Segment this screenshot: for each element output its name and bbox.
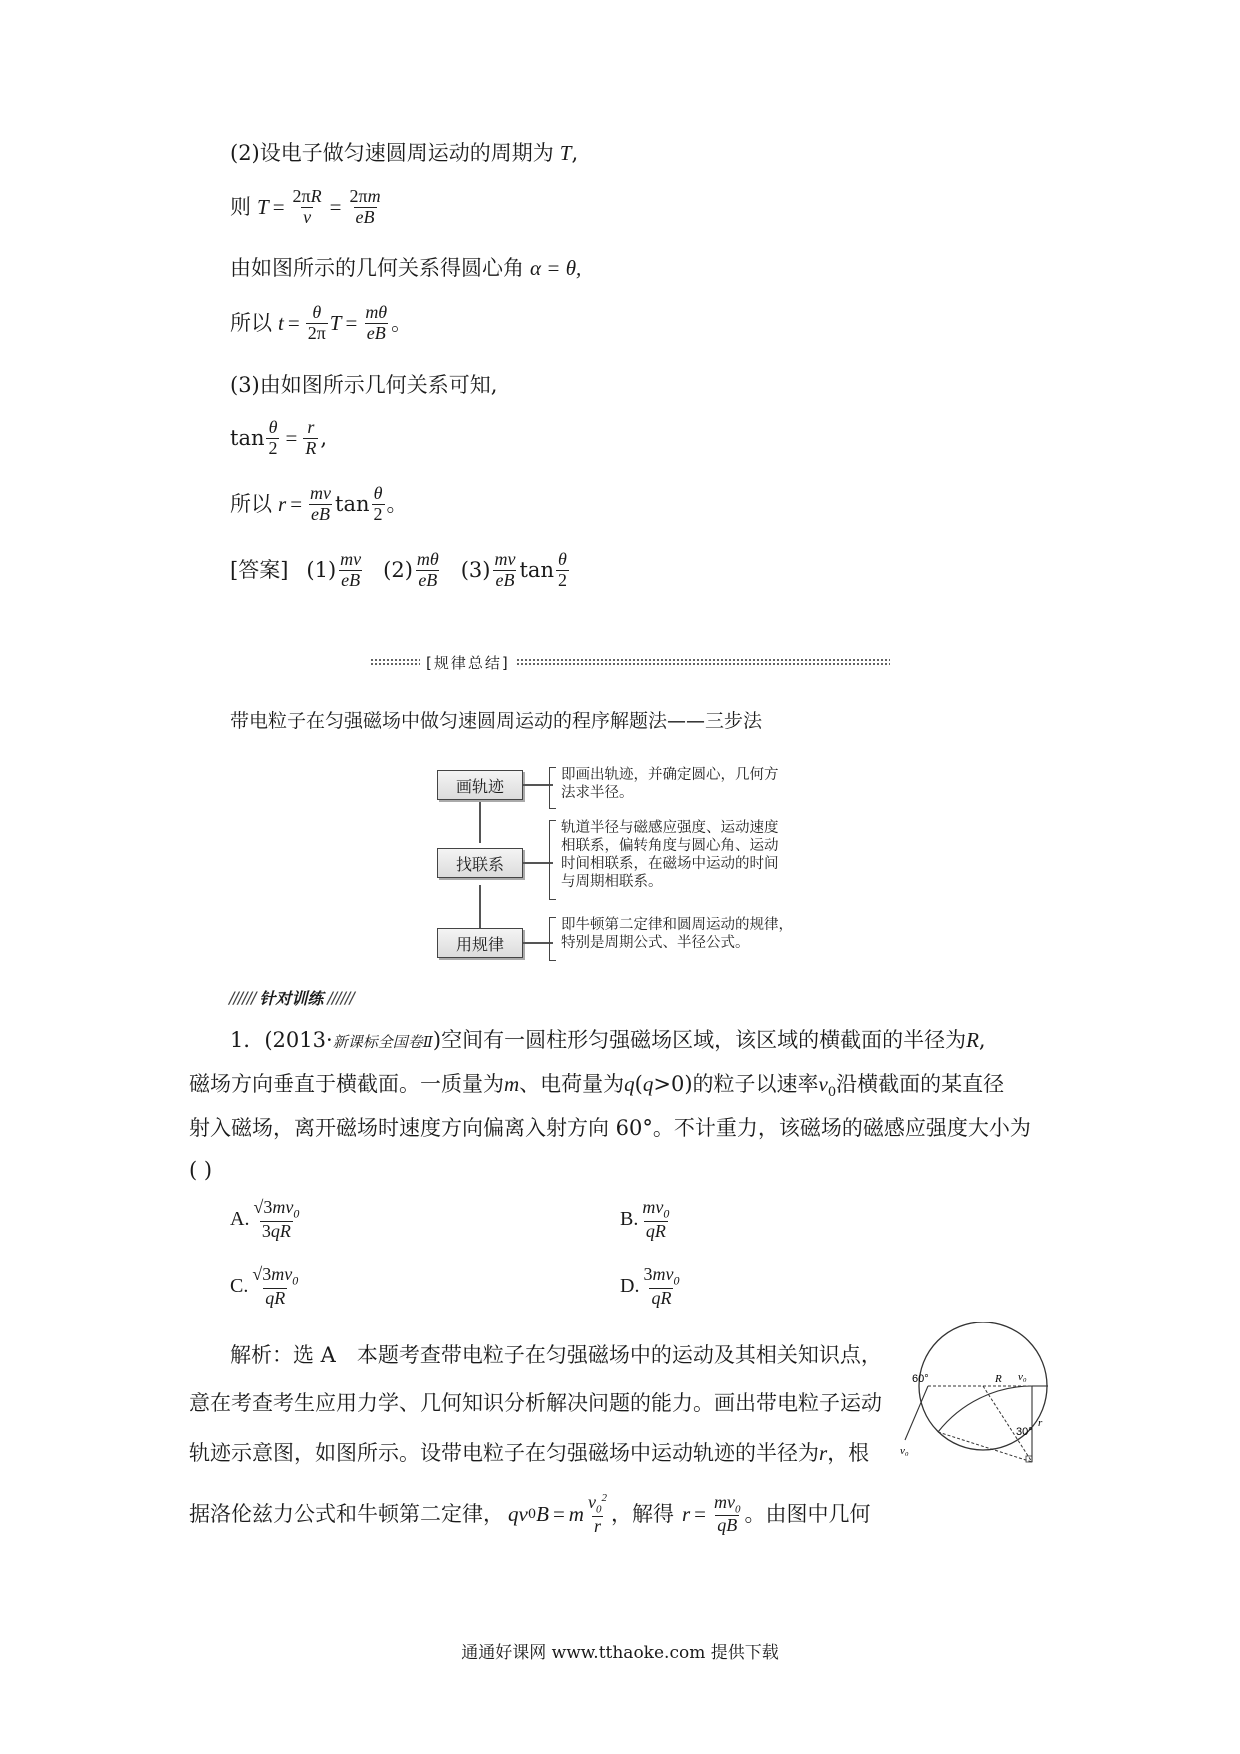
fraction: $\frac{v_0^2}{r}$ [587, 1492, 607, 1536]
fraction: $\frac{mv_0}{qB}$ [713, 1491, 741, 1536]
fraction: $\frac{√3mv_0}{qR}$ [252, 1264, 299, 1308]
question-line-1: 1．(2013·新课标全国卷Ⅱ)空间有一圆柱形匀强磁场区域，该区域的横截面的半径为R, [230, 1028, 986, 1052]
analysis-line-1: 解析：选 A 本题考查带电粒子在匀强磁场中的运动及其相关知识点， [230, 1343, 882, 1367]
step-box-1: 画轨迹 [437, 770, 523, 800]
question-bracket: ( ) [189, 1158, 213, 1182]
fraction: $\frac{mv}{eB}$ [494, 549, 516, 590]
label-v0-left: v₀ [900, 1445, 909, 1457]
option-c[interactable]: C. $\frac{√3mv_0}{qR}$ [230, 1264, 299, 1308]
page-footer: 通通好课网 www.tthaoke.com 提供下载 [461, 1643, 779, 1663]
center-line [983, 1386, 1032, 1462]
fraction: $\frac{2\pi m}{eB}$ [349, 186, 381, 227]
fraction: $\frac{\theta}{2}$ [268, 417, 278, 458]
option-b[interactable]: B. $\frac{mv_0}{qR}$ [620, 1197, 670, 1241]
step-desc-3: 即牛顿第二定律和圆周运动的规律， 特别是周期公式、半径公式。 [561, 917, 793, 951]
radius-formula: 所以 r = $\frac{mv}{eB}$ tan $\frac{\theta}{2}$ 。 [230, 483, 408, 524]
training-label: ////// 针对训练 ////// [229, 988, 354, 1008]
step-desc-2: 轨道半径与磁感应强度、运动速度 相联系，偏转角度与圆心角、运动 时间相联系，在磁场中运动的时间 与周期相联系。 [561, 820, 779, 890]
solution-line-p2: (2)设电子做匀速圆周运动的周期为 T , [230, 141, 579, 165]
label-r: r [1038, 1417, 1043, 1429]
fraction: $\frac{√3mv_0}{3qR}$ [253, 1197, 300, 1241]
fraction: $\frac{\theta}{2}$ [373, 483, 383, 524]
solution-line-p3: (3)由如图所示几何关系可知, [230, 373, 498, 397]
summary-section-bar: [规律总结] [370, 652, 890, 672]
label-v0-top: v₀ [1018, 1371, 1027, 1383]
step-box-3: 用规律 [437, 928, 523, 958]
solution-line-geo: 由如图所示的几何关系得圆心角 α = θ, [230, 256, 582, 280]
angle-30-label: 30° [1016, 1426, 1033, 1438]
fraction: $\frac{\theta}{2\pi}$ [307, 302, 326, 343]
trajectory-figure [900, 1322, 1050, 1472]
fraction: $\frac{m\theta}{eB}$ [365, 302, 388, 343]
question-line-3: 射入磁场，离开磁场时速度方向偏离入射方向 60°。不计重力，该磁场的磁感应强度大小为 [189, 1116, 1031, 1140]
option-a[interactable]: A. $\frac{√3mv_0}{3qR}$ [230, 1197, 300, 1241]
fraction: $\frac{2\pi R}{v}$ [292, 186, 322, 227]
tan-formula: tan $\frac{\theta}{2}$ = $\frac{r}{R}$ , [230, 417, 328, 458]
option-d[interactable]: D. $\frac{3mv_0}{qR}$ [620, 1264, 680, 1308]
fraction: $\frac{m\theta}{eB}$ [416, 549, 439, 590]
label-R: R [995, 1373, 1002, 1385]
fraction: $\frac{mv_0}{qR}$ [642, 1197, 670, 1241]
summary-heading: 带电粒子在匀强磁场中做匀速圆周运动的程序解题法——三步法 [230, 710, 763, 732]
fraction: $\frac{mv}{eB}$ [310, 483, 332, 524]
angle-60-label: 60° [912, 1373, 929, 1385]
question-line-2: 磁场方向垂直于横截面。一质量为m、电荷量为q(q>0)的粒子以速率$v_0$沿横截面的某直径 [189, 1072, 1005, 1101]
fraction: $\frac{mv}{eB}$ [340, 549, 362, 590]
time-formula: 所以 t = $\frac{\theta}{2\pi}$ T = $\frac{m\theta}{eB}$ 。 [230, 302, 413, 343]
analysis-line-4: 据洛伦兹力公式和牛顿第二定律， qv 0 B = m $\frac{v_0^2}{r}$ ，解得 r = $\frac{mv_0}{qB}$ 。由图中几何 [189, 1491, 871, 1536]
step-desc-1: 即画出轨迹，并确定圆心，几何方 法求半径。 [561, 767, 779, 801]
fraction: $\frac{3mv_0}{qR}$ [643, 1264, 680, 1308]
step-box-2: 找联系 [437, 848, 523, 878]
period-formula: 则 T = $\frac{2\pi R}{v}$ = $\frac{2\pi m}{eB}$ [230, 186, 381, 227]
answer-line: [答案] (1) $\frac{mv}{eB}$ (2) $\frac{m\theta}{eB}$ (3) $\frac{mv}{eB}$ tan $\frac{\theta}{2}$ [230, 549, 567, 590]
fraction: $\frac{\theta}{2}$ [557, 549, 567, 590]
analysis-line-3: 轨迹示意图，如图所示。设带电粒子在匀强磁场中运动轨迹的半径为r，根 [189, 1441, 870, 1465]
analysis-line-2: 意在考查考生应用力学、几何知识分析解决问题的能力。画出带电粒子运动 [189, 1391, 882, 1415]
fraction: $\frac{r}{R}$ [305, 417, 317, 458]
